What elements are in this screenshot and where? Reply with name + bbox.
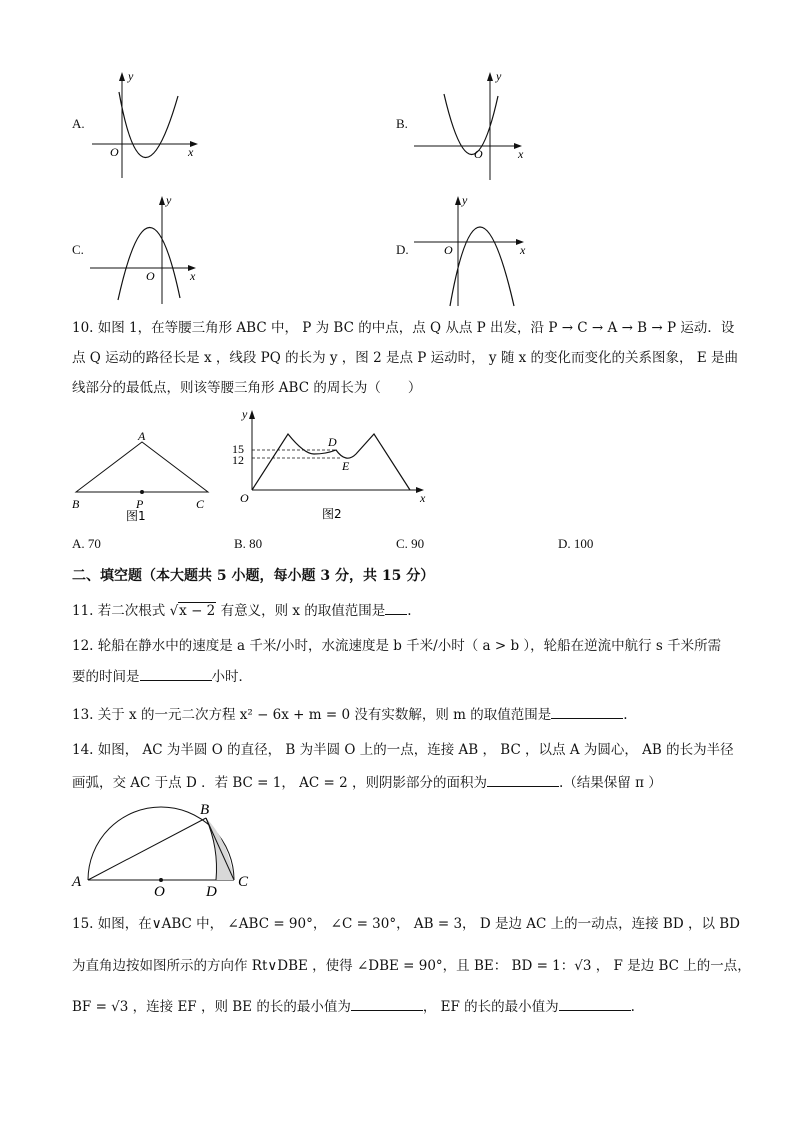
q10-line-3: 线部分的最低点，则该等腰三角形 ABC 的周长为（ ）	[72, 380, 422, 396]
q10-choice-b[interactable]: B. 80	[234, 536, 263, 551]
svg-text:C: C	[196, 497, 205, 511]
svg-text:15: 15	[232, 442, 244, 456]
q13-line: 13. 关于 x 的一元二次方程 x² − 6x + m = 0 没有实数解，则 m 的取值范围是 .	[72, 704, 732, 725]
q12-line-2: 要的时间是 小时．	[72, 666, 732, 687]
q11-line: 11. 若二次根式 √x − 2 有意义，则 x 的取值范围是 .	[72, 600, 732, 621]
q10-figure-1	[68, 428, 218, 524]
q15-line-3: BF = √3 ，连接 EF ，则 BE 的长的最小值为 ， EF 的长的最小值为 .	[72, 996, 732, 1017]
svg-text:x: x	[520, 243, 526, 257]
svg-text:B: B	[72, 497, 80, 511]
svg-text:A: A	[72, 874, 82, 890]
center-o	[159, 878, 163, 882]
svg-text:y: y	[496, 69, 502, 83]
svg-text:图1: 图1	[126, 509, 146, 523]
svg-text:12: 12	[232, 453, 244, 467]
q12-answer-blank[interactable]	[140, 666, 212, 681]
svg-text:O: O	[154, 884, 165, 900]
svg-text:A: A	[138, 429, 146, 443]
q11-answer-blank[interactable]	[385, 600, 407, 615]
q10-line-1: 10. 如图 1，在等腰三角形 ABC 中， P 为 BC 的中点，点 Q 从点 P 出发，沿 P → C → A → B → P 运动．设	[72, 320, 735, 336]
origin-label: O	[110, 145, 119, 159]
triangle-abc	[76, 442, 208, 492]
svg-text:O: O	[474, 147, 483, 161]
option-d-label: D.	[396, 242, 409, 257]
svg-text:x: x	[420, 491, 426, 505]
parabola-d	[450, 227, 514, 306]
x-axis-label: x	[188, 145, 194, 159]
option-b-graph	[412, 66, 532, 186]
q15-answer-blank-ef[interactable]	[559, 996, 631, 1011]
svg-text:C: C	[238, 874, 249, 890]
svg-text:x: x	[518, 147, 524, 161]
segment-ab	[88, 818, 206, 880]
q10-line-2: 点 Q 运动的路径长是 x ，线段 PQ 的长为 y ，图 2 是点 P 运动时， y 随 x 的变化而变化的关系图象， E 是曲	[72, 350, 738, 366]
svg-text:B: B	[200, 802, 210, 818]
option-d-graph	[412, 192, 532, 312]
svg-text:y: y	[166, 193, 172, 207]
svg-text:O: O	[444, 243, 453, 257]
option-a-graph	[90, 66, 210, 186]
q14-figure-semicircle	[68, 796, 268, 900]
q15-answer-blank-be[interactable]	[351, 996, 423, 1011]
svg-text:O: O	[146, 269, 155, 283]
point-p	[140, 490, 144, 494]
parabola-a	[119, 92, 178, 158]
svg-text:y: y	[462, 193, 468, 207]
svg-text:P: P	[136, 497, 144, 511]
q12-line-1: 12. 轮船在静水中的速度是 a 千米/小时，水流速度是 b 千米/小时（ a > b ），轮船在逆流中航行 s 千米所需	[72, 638, 722, 654]
option-c-graph	[88, 192, 208, 312]
svg-text:E: E	[342, 459, 350, 473]
option-a-label: A.	[72, 116, 85, 131]
svg-text:O: O	[240, 491, 249, 505]
q13-answer-blank[interactable]	[551, 704, 623, 719]
q10-choice-d[interactable]: D. 100	[558, 536, 594, 551]
y-axis-label: y	[128, 69, 134, 83]
q14-answer-blank[interactable]	[487, 772, 559, 787]
svg-text:D: D	[206, 884, 217, 900]
q10-choice-a[interactable]: A. 70	[72, 536, 101, 551]
option-c-label: C.	[72, 242, 84, 257]
svg-text:x: x	[190, 269, 196, 283]
q14-line-2: 画弧，交 AC 于点 D ．若 BC = 1， AC = 2 ，则阴影部分的面积为 .（结果保留 π ）	[72, 772, 732, 793]
q11-radicand: x − 2	[179, 603, 216, 619]
parabola-c	[118, 227, 180, 300]
q10-figure-2	[230, 406, 440, 524]
q15-line-1: 15. 如图，在∨ABC 中， ∠ABC = 90°， ∠C = 30°， AB = 3， D 是边 AC 上的一动点，连接 BD ，以 BD	[72, 916, 740, 932]
option-b-label: B.	[396, 116, 408, 131]
svg-text:y: y	[242, 407, 248, 421]
section-2-heading: 二、填空题（本大题共 5 小题，每小题 3 分，共 15 分）	[72, 568, 435, 584]
q10-choice-c[interactable]: C. 90	[396, 536, 425, 551]
q14-line-1: 14. 如图， AC 为半圆 O 的直径， B 为半圆 O 上的一点，连接 AB ， BC ，以点 A 为圆心， AB 的长为半径	[72, 742, 734, 758]
svg-text:D: D	[328, 435, 337, 449]
svg-text:图2: 图2	[322, 507, 342, 521]
q15-line-2: 为直角边按如图所示的方向作 Rt∨DBE ，使得 ∠DBE = 90°，且 BE： BD = 1：√3 ， F 是边 BC 上的一点，	[72, 958, 751, 974]
